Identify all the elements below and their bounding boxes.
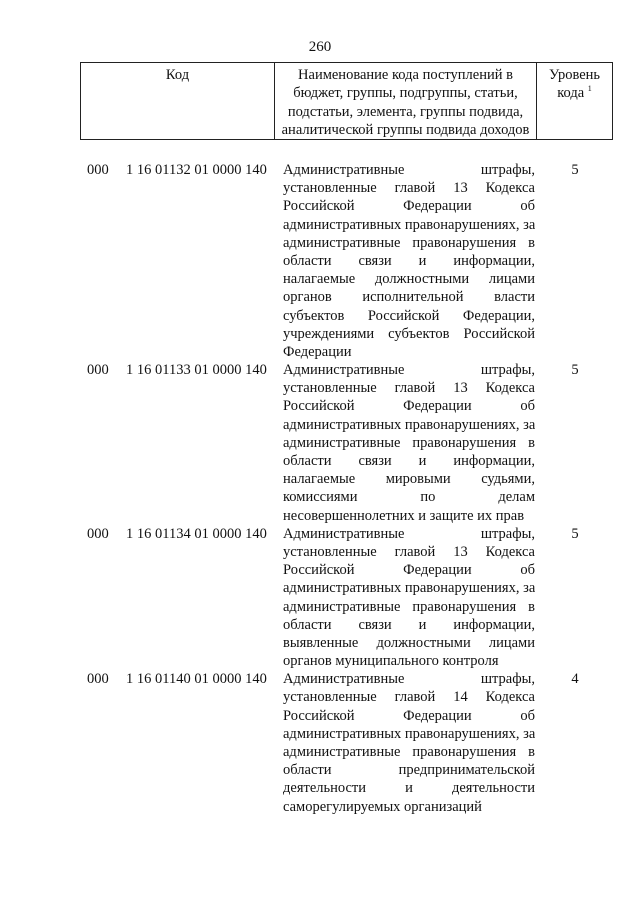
row-admin-code: 000 xyxy=(87,525,109,542)
row-name xyxy=(283,670,535,816)
row-name-line: налагаемые должностными лицами xyxy=(283,271,535,288)
header-name xyxy=(275,63,537,139)
row-revenue-code: 1 16 01134 01 0000 140 xyxy=(126,525,267,542)
table-header xyxy=(80,62,613,140)
header-code xyxy=(80,63,275,139)
row-admin-code: 000 xyxy=(87,671,109,688)
header-level-line xyxy=(537,84,612,102)
page-number: 260 xyxy=(308,39,332,55)
row-name xyxy=(283,161,535,361)
row-name-line: органов муниципального контроля xyxy=(283,653,499,670)
header-level xyxy=(537,63,613,139)
table-row xyxy=(0,670,640,816)
row-name-line: Административные штрафы, xyxy=(283,671,535,688)
row-name xyxy=(283,361,535,525)
row-name-line: Административные штрафы, xyxy=(283,525,535,542)
row-level: 5 xyxy=(571,525,579,542)
row-name-line: установленные главой 13 Кодекса xyxy=(283,380,535,397)
row-name xyxy=(283,525,535,671)
row-name-line: Российской Федерации об xyxy=(283,707,535,724)
row-name-line: административные правонарушения в xyxy=(283,434,535,451)
row-name-line: установленные главой 13 Кодекса xyxy=(283,180,535,197)
row-name-line: установленные главой 14 Кодекса xyxy=(283,689,535,706)
table-row xyxy=(0,161,640,361)
header-code-label: Код xyxy=(165,67,190,83)
header-name-line: Наименование кода поступлений в xyxy=(298,67,513,83)
row-name-line: области предпринимательской xyxy=(283,762,535,779)
row-revenue-code: 1 16 01140 01 0000 140 xyxy=(126,671,267,688)
row-revenue-code: 1 16 01133 01 0000 140 xyxy=(126,362,267,379)
row-admin-code: 000 xyxy=(87,362,109,379)
row-name-line: Административные штрафы, xyxy=(283,162,535,178)
row-name-line: учреждениями субъектов Российской xyxy=(283,325,535,342)
row-name-line: Федерации xyxy=(283,343,352,360)
row-name-line: области связи и информации, xyxy=(283,252,535,269)
table-row xyxy=(0,361,640,525)
row-name-line: Российской Федерации об xyxy=(283,398,535,415)
row-name-line: деятельности и деятельности xyxy=(283,780,535,797)
row-name-line: несовершеннолетних и защите их прав xyxy=(283,507,525,524)
row-name-line: выявленные должностными лицами xyxy=(283,634,535,651)
table-body xyxy=(0,161,640,816)
row-level: 5 xyxy=(571,362,579,379)
row-name-line: комиссиями по делам xyxy=(283,489,535,506)
row-name-line: области связи и информации, xyxy=(283,453,535,469)
row-name-line: налагаемые мировыми судьями, xyxy=(283,471,535,488)
row-level: 4 xyxy=(571,671,579,688)
header-name-line: аналитической группы подвида доходов xyxy=(281,121,530,138)
header-level-line: Уровень xyxy=(548,67,601,83)
footnote-marker: 1 xyxy=(587,84,592,94)
row-name-line: органов исполнительной власти xyxy=(283,289,535,306)
row-name-line: административных правонарушениях, за xyxy=(283,725,535,742)
row-name-line: Российской Федерации об xyxy=(283,562,535,579)
row-name-line: административных правонарушениях, за xyxy=(283,580,535,597)
header-name-line: бюджет, группы, подгруппы, статьи, xyxy=(293,85,518,102)
header-name-line: подстатьи, элемента, группы подвида, xyxy=(287,103,524,120)
row-name-line: административные правонарушения в xyxy=(283,234,535,251)
row-name-line: субъектов Российской Федерации, xyxy=(283,307,535,324)
row-admin-code: 000 xyxy=(87,162,109,178)
row-name-line: административные правонарушения в xyxy=(283,744,535,760)
row-name-line: области связи и информации, xyxy=(283,616,535,633)
header-level-text: кода xyxy=(557,85,585,102)
row-name-line: административных правонарушениях, за xyxy=(283,216,535,233)
row-name-line: административные правонарушения в xyxy=(283,598,535,615)
row-name-line: Административные штрафы, xyxy=(283,362,535,379)
row-name-line: административных правонарушениях, за xyxy=(283,416,535,433)
row-revenue-code: 1 16 01132 01 0000 140 xyxy=(126,162,267,178)
row-name-line: установленные главой 13 Кодекса xyxy=(283,543,535,560)
row-name-line: Российской Федерации об xyxy=(283,198,535,215)
row-level: 5 xyxy=(571,162,579,178)
table-row xyxy=(0,525,640,671)
row-name-line: саморегулируемых организаций xyxy=(283,798,482,815)
